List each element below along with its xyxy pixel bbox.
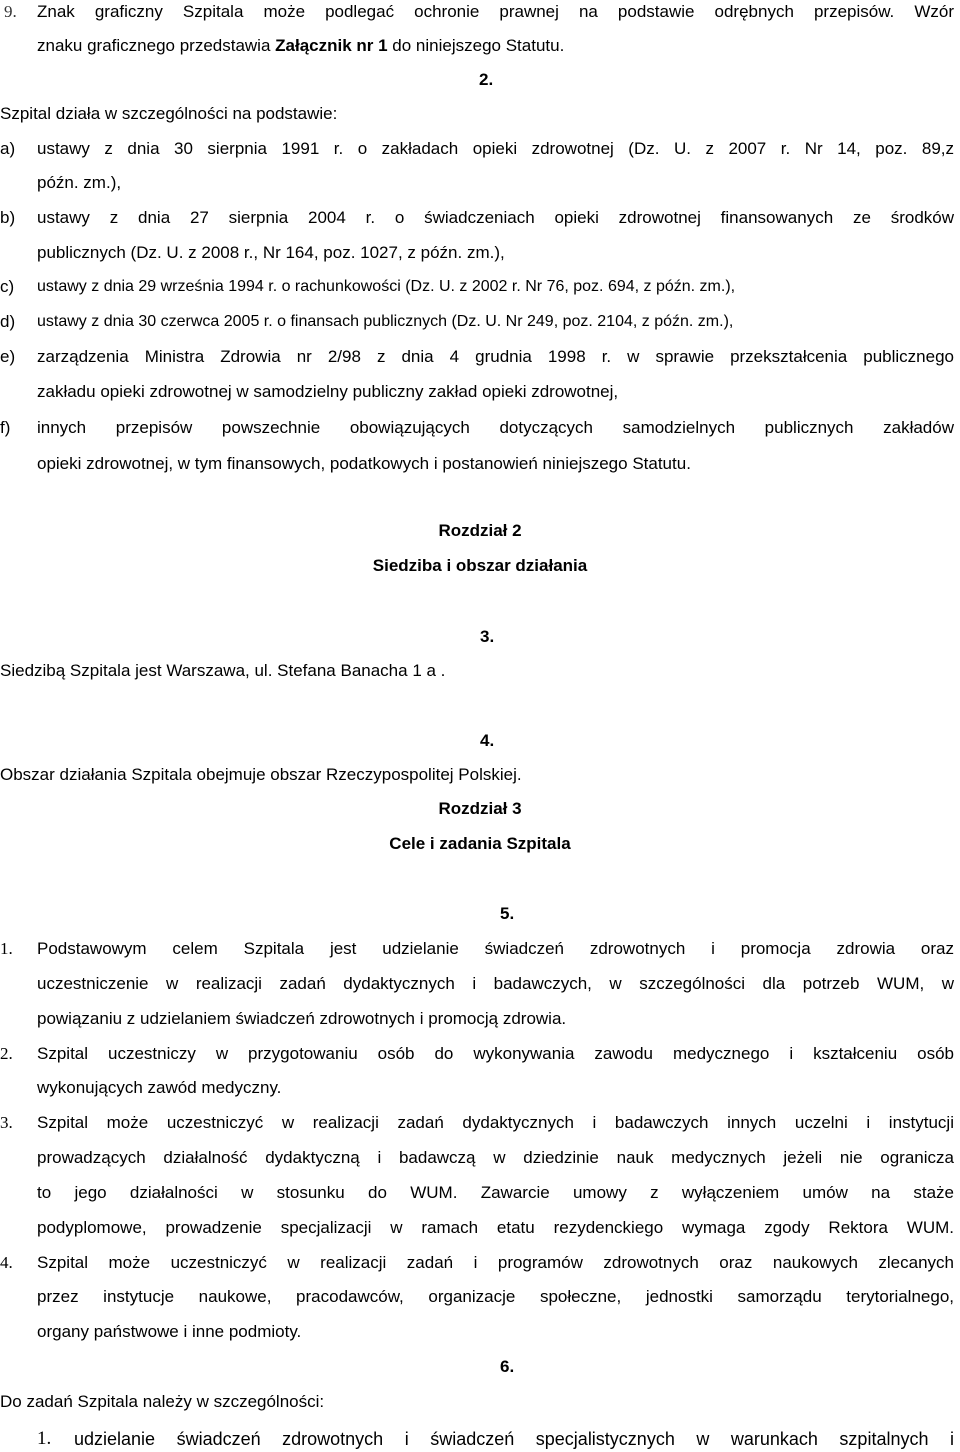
list-label: a) [0,139,16,158]
list-item: Szpital uczestniczy w przygotowaniu osób do wykonywania zawodu medycznego i kształceniu osób [37,1044,954,1063]
list-item: podyplomowe, prowadzenie specjalizacji w ramach etatu rezydenckiego wymaga zgody Rektora WUM. [37,1218,954,1237]
list-label: c) [0,277,15,296]
list-label: f) [0,418,11,437]
list-item: zarządzenia Ministra Zdrowia nr 2/98 z dnia 4 grudnia 1998 r. w sprawie przekształcenia publicznego [37,347,954,366]
list-item: ustawy z dnia 29 września 1994 r. o rachunkowości (Dz. U. z 2002 r. Nr 76, poz. 694, z późn. zm.), [37,278,736,295]
paragraph-mark: 3. [480,627,495,646]
list-label: d) [0,312,16,331]
paragraph-line: Znak graficzny Szpitala może podlegać ochronie prawnej na podstawie odrębnych przepisów. Wzór [37,2,954,21]
paragraph-line: znaku graficznego przedstawia Załącznik nr 1 do niniejszego Statutu. [37,36,565,55]
list-item: powiązaniu z udzielaniem świadczeń zdrowotnych i promocją zdrowia. [37,1009,567,1028]
list-item: ustawy z dnia 27 sierpnia 2004 r. o świadczeniach opieki zdrowotnej finansowanych ze środków [37,208,954,227]
list-item: to jego działalności w stosunku do WUM. Zawarcie umowy z wyłączeniem umów na staże [37,1183,954,1202]
paragraph-text: Obszar działania Szpitala obejmuje obszar Rzeczypospolitej Polskiej. [0,765,522,784]
paragraph-mark: 5. [500,904,515,923]
list-item: przez instytucje naukowe, pracodawców, organizacje społeczne, jednostki samorządu terytorialnego, [37,1287,954,1306]
item-number: 4. [0,1253,13,1272]
paragraph-intro: Do zadań Szpitala należy w szczególności: [0,1392,325,1411]
paragraph-mark: 2. [479,70,494,89]
list-item: organy państwowe i inne podmioty. [37,1322,302,1341]
list-label: b) [0,208,16,227]
list-item: opieki zdrowotnej, w tym finansowych, podatkowych i postanowień niniejszego Statutu. [37,454,691,473]
item-number: 1. [37,1428,52,1449]
list-item: Podstawowym celem Szpitala jest udzielanie świadczeń zdrowotnych i promocja zdrowia oraz [37,939,954,958]
list-item: ustawy z dnia 30 czerwca 2005 r. o finansach publicznych (Dz. U. Nr 249, poz. 2104, z późn. zm.), [37,313,734,330]
list-item: zakładu opieki zdrowotnej w samodzielny publiczny zakład opieki zdrowotnej, [37,382,619,401]
item-number: 9. [4,2,17,21]
list-item: prowadzących działalność dydaktyczną i badawczą w dziedzinie nauk medycznych jeżeli nie ogranicza [37,1148,954,1167]
list-item: Szpital może uczestniczyć w realizacji zadań dydaktycznych i badawczych innych uczelni i instytucji [37,1113,954,1132]
paragraph-mark: 4. [480,731,495,750]
chapter-subtitle: Cele i zadania Szpitala [389,834,571,853]
item-number: 2. [0,1044,13,1063]
list-label: e) [0,347,16,366]
list-item: wykonujących zawód medyczny. [37,1078,282,1097]
list-item: publicznych (Dz. U. z 2008 r., Nr 164, poz. 1027, z późn. zm.), [37,243,505,262]
item-number: 3. [0,1113,13,1132]
paragraph-intro: Szpital działa w szczególności na podstawie: [0,104,338,123]
list-item: innych przepisów powszechnie obowiązujących dotyczących samodzielnych publicznych zakładów [37,418,954,437]
attachment-reference: Załącznik nr 1 [275,36,388,55]
paragraph-mark: 6. [500,1357,515,1376]
list-item: udzielanie świadczeń zdrowotnych i świadczeń specjalistycznych w warunkach szpitalnych i [74,1429,954,1449]
list-item: późn. zm.), [37,173,122,192]
chapter-title: Rozdział 2 [438,521,522,540]
list-item: ustawy z dnia 30 sierpnia 1991 r. o zakładach opieki zdrowotnej (Dz. U. z 2007 r. Nr 14, poz. 89,z [37,139,954,158]
chapter-title: Rozdział 3 [438,799,522,818]
item-number: 1. [0,939,13,958]
chapter-subtitle: Siedziba i obszar działania [372,556,588,575]
list-item: Szpital może uczestniczyć w realizacji zadań i programów zdrowotnych oraz naukowych zlecanych [37,1253,954,1272]
paragraph-text: Siedzibą Szpitala jest Warszawa, ul. Stefana Banacha 1 a . [0,661,446,680]
list-item: uczestniczenie w realizacji zadań dydaktycznych i badawczych, w szczególności dla potrzeb WUM, w [37,974,954,993]
